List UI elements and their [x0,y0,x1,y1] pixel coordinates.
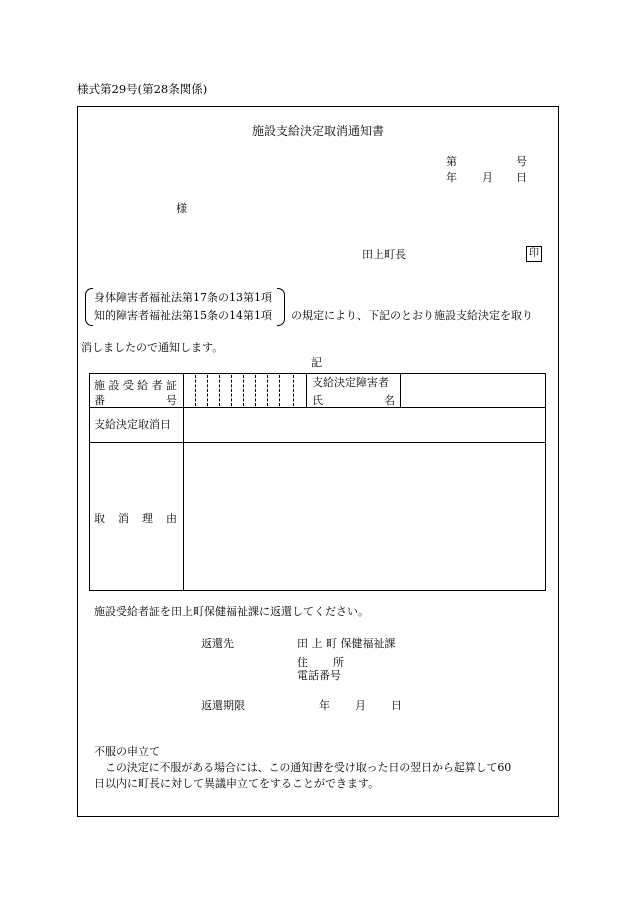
law-reference-1: 身体障害者福祉法第17条の13第1項 [94,291,272,304]
form-number: 様式第29号(第28条関係) [77,82,208,96]
label-char: 施 [94,379,105,392]
cancel-date-label: 支給決定取消日 [94,418,171,431]
label-char: 番 [94,394,105,407]
return-deadline-label: 返還期限 [201,699,245,712]
address-label [297,654,344,670]
cert-number-label-top [94,377,177,393]
return-to-label: 返還先 [201,637,234,650]
table-label-column-divider [183,373,184,590]
digit-divider [255,375,256,406]
label-char: 取 [94,512,105,525]
label-char: 号 [166,394,177,407]
digit-divider [267,375,268,406]
law-reference-2: 知的障害者福祉法第15条の14第1項 [94,309,272,322]
date-year: 年 [446,171,457,184]
label-char: 証 [165,379,177,392]
body-line-2: 消しましたので通知します。 [81,341,224,354]
table-row-divider-2 [89,442,545,443]
digit-divider [243,375,244,406]
label-char: 消 [118,512,129,525]
appeal-heading: 不服の申立て [94,745,160,758]
digit-divider [231,375,232,406]
deadline-day: 日 [391,699,402,712]
phone-label: 電話番号 [297,669,341,682]
sender-name: 田上町長 [362,248,406,261]
document-title: 施設支給決定取消通知書 [252,124,385,138]
digit-divider [219,375,220,406]
table-mid-divider [306,373,307,407]
label-char: 氏 [312,394,323,407]
deadline-month: 月 [355,699,366,712]
recipient-label-bottom [312,392,395,408]
date-month: 月 [482,171,493,184]
label-char: 理 [142,512,153,525]
label-char: 設 [108,379,120,392]
deadline-year: 年 [319,699,330,712]
digit-divider [195,375,196,406]
digit-divider [293,375,294,406]
body-line-1: の規定により、下記のとおり施設支給決定を取り [291,309,533,322]
label-char: 所 [333,656,344,669]
appeal-text-2: 日以内に町長に対して異議申立てをすることができます。 [94,777,380,790]
bracket-left [85,288,93,326]
label-char: 名 [384,394,395,407]
cancel-reason-label [94,510,177,526]
label-char: 者 [151,379,163,392]
label-char: 給 [137,379,149,392]
date-day: 日 [516,171,527,184]
appeal-text-1: この決定に不服がある場合には、この通知書を受け取った日の翌日から起算して60 [105,761,512,774]
label-char: 由 [166,512,177,525]
digit-divider [279,375,280,406]
number-go: 号 [516,155,527,168]
label-char: 住 [297,656,308,669]
table-recipient-divider [400,373,401,407]
return-to-org: 田 上 町 保健福祉課 [297,637,396,650]
label-char: 受 [122,379,134,392]
digit-divider [207,375,208,406]
bracket-right [277,288,285,326]
number-dai: 第 [446,155,457,168]
recipient-label-top: 支給決定障害者 [312,376,389,389]
return-note: 施設受給者証を田上町保健福祉課に返還してください。 [94,605,369,618]
cert-number-label-bottom [94,392,177,408]
seal-mark: 印 [526,246,542,262]
ki-label: 記 [311,356,322,369]
addressee-suffix: 様 [176,202,187,215]
